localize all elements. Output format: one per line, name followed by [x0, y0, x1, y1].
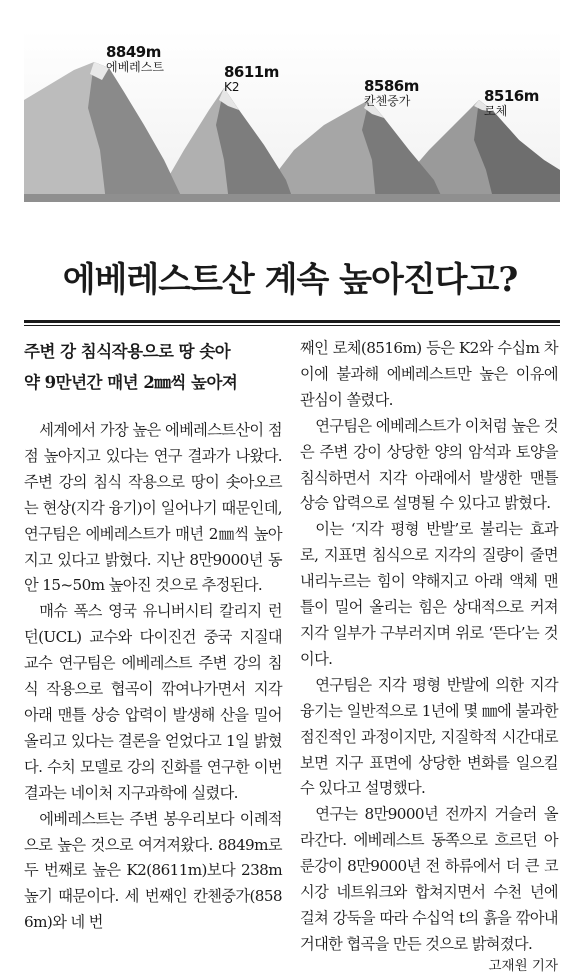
mountain-illustration [24, 30, 560, 202]
article-column-right [300, 336, 558, 978]
peak-label-k2 [224, 64, 279, 94]
peak-height: 8849m [106, 43, 161, 61]
subheadline-line: 주변 강 침식작용으로 땅 솟아 [24, 342, 231, 361]
peak-height: 8611m [224, 63, 279, 81]
article-paragraph: 세계에서 가장 높은 에베레스트산이 점점 높아지고 있다는 연구 결과가 나왔다. 주변 강의 침식 작용으로 땅이 솟아오르는 현상(지각 융기)이 일어나기 때문인데, 연구팀은 에베레스트가 매년 2㎜씩 높아지고 있다고 밝혔다. 지난 8만9000년 동안 15~50m 높아진 것으로 추정된다. [24, 421, 282, 595]
article-paragraph: 연구팀은 에베레스트가 이처럼 높은 것은 주변 강이 상당한 양의 암석과 토양을 침식하면서 지각 아래에서 발생한 맨틀 상승 압력으로 설명될 수 있다고 밝혔다. [300, 416, 558, 513]
peak-name: K2 [224, 79, 240, 94]
peak-name: 칸첸중가 [364, 93, 411, 108]
headline: 에베레스트산 계속 높아진다고? [62, 260, 518, 300]
headline-divider-thin [24, 325, 560, 326]
peak-height: 8586m [364, 77, 419, 95]
article-paragraph: 에베레스트는 주변 봉우리보다 이례적으로 높은 것으로 여겨져왔다. 8849m로 두 번째로 높은 K2(8611m)보다 238m 높기 때문이다. 세 번째인 칸첸중가(8586m)와 네 번 [24, 809, 282, 932]
subheadline-line: 약 9만년간 매년 2㎜씩 높아져 [24, 373, 238, 392]
peak-height: 8516m [484, 87, 539, 105]
article-column-left [24, 336, 282, 936]
peak-name: 에베레스트 [106, 59, 164, 74]
article-paragraph-continued: 째인 로체(8516m) 등은 K2와 수십m 차이에 불과해 에베레스트만 높은 이유에 관심이 쏠렸다. [300, 339, 558, 409]
article-paragraph: 이는 ‘지각 평형 반발’로 불리는 효과로, 지표면 침식으로 지각의 질량이 줄면 내리누르는 힘이 약해지고 아래 액체 맨틀이 밀어 올리는 힘은 상대적으로 커져 지각 일부가 구부러지며 위로 ‘뜬다’는 것이다. [300, 520, 558, 668]
byline: 고재원 기자 [488, 957, 558, 974]
peak-name: 로체 [484, 103, 508, 118]
article-paragraph: 매슈 폭스 영국 유니버시티 칼리지 런던(UCL) 교수와 다이진건 중국 지질대 교수 연구팀은 에베레스트 주변 강의 침식 작용으로 협곡이 깎여나가면서 지각 아래 맨틀 상승 압력이 발생해 산을 밀어 올리고 있다는 결론을 얻었다고 1일 밝혔다. 수치 모델로 강의 진화를 연구한 이번 결과는 네이처 지구과학에 실렸다. [24, 602, 282, 802]
mountain-range-graphic [24, 30, 560, 202]
peak-label-lhotse [484, 88, 539, 118]
peak-label-kangchenjunga [364, 78, 419, 108]
subheadline [24, 336, 282, 398]
article-paragraph: 연구는 8만9000년 전까지 거슬러 올라간다. 에베레스트 동쪽으로 흐르던 아룬강이 8만9000년 전 하류에서 더 큰 코시강 네트워크와 합쳐지면서 수천 년에 걸쳐 강둑을 따라 수십억 t의 흙을 깎아내 거대한 협곡을 만든 것으로 밝혀졌다. [300, 805, 558, 953]
headline-divider [24, 320, 560, 323]
peak-label-everest [106, 44, 164, 74]
article-paragraph: 연구팀은 지각 평형 반발에 의한 지각 융기는 일반적으로 1년에 몇 ㎜에 불과한 점진적인 과정이지만, 지질학적 시간대로 보면 지구 표면에 상당한 변화를 일으킬 수 있다고 설명했다. [300, 675, 558, 798]
